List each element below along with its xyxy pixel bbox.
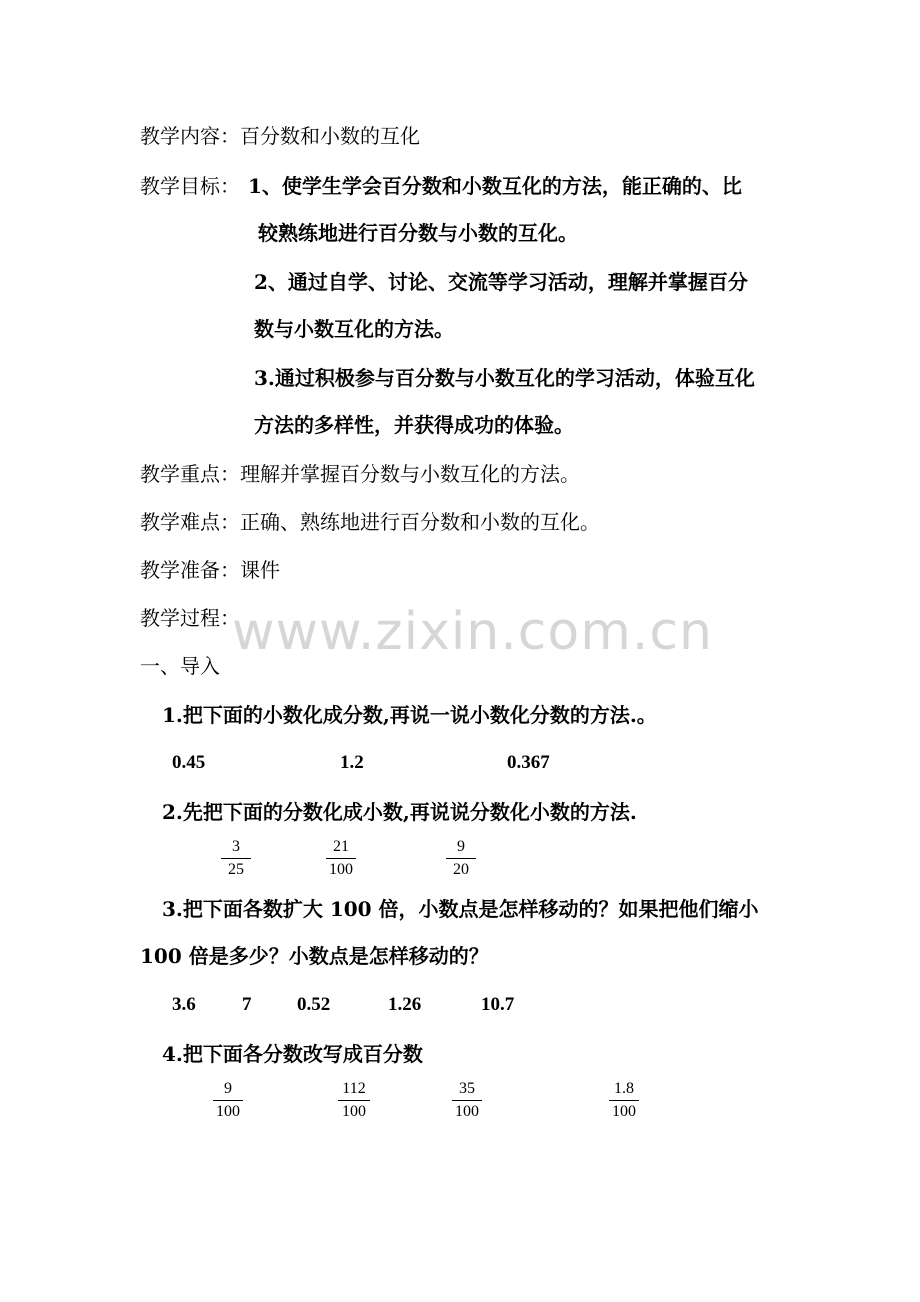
q1-value: 0.367 [507, 752, 550, 773]
denominator: 100 [216, 1103, 240, 1120]
numerator: 3 [221, 837, 251, 859]
q4-fraction [451, 1079, 483, 1122]
key-point: 教学重点：理解并掌握百分数与小数互化的方法。 [140, 462, 580, 486]
denominator: 100 [329, 861, 353, 878]
q3-value: 1.26 [388, 994, 422, 1015]
denominator: 25 [228, 861, 244, 878]
goal-3-line-2: 方法的多样性，并获得成功的体验。 [254, 413, 574, 437]
numerator: 21 [326, 837, 356, 859]
q3-value: 10.7 [481, 994, 515, 1015]
denominator: 20 [453, 861, 469, 878]
question-1: 1.把下面的小数化成分数,再说一说小数化分数的方法.。 [162, 703, 657, 727]
numerator: 9 [213, 1079, 243, 1101]
teaching-content: 教学内容：百分数和小数的互化 [140, 124, 420, 148]
q2-fraction [221, 837, 251, 880]
goal-1-line-1: 1、使学生学会百分数和小数互化的方法，能正确的、比 [248, 174, 742, 198]
numerator: 112 [338, 1079, 369, 1101]
goal-1-line-2: 较熟练地进行百分数与小数的互化。 [258, 221, 578, 245]
q1-value: 1.2 [340, 752, 364, 773]
question-3-line-1: 3.把下面各数扩大 100 倍，小数点是怎样移动的？如果把他们缩小 [162, 897, 759, 921]
question-4: 4.把下面各分数改写成百分数 [162, 1042, 423, 1066]
q4-fraction [608, 1079, 640, 1122]
question-3-line-2: 100 倍是多少？小数点是怎样移动的？ [140, 944, 489, 968]
q2-fraction [446, 837, 476, 880]
process-label: 教学过程： [140, 606, 240, 630]
teaching-goals-label: 教学目标： [140, 174, 240, 198]
q1-value: 0.45 [172, 752, 206, 773]
difficulty: 教学难点：正确、熟练地进行百分数和小数的互化。 [140, 510, 600, 534]
q4-fraction [338, 1079, 370, 1122]
denominator: 100 [455, 1103, 479, 1120]
goal-3-line-1: 3.通过积极参与百分数与小数互化的学习活动，体验互化 [254, 366, 755, 390]
question-2: 2.先把下面的分数化成小数,再说说分数化小数的方法. [162, 800, 637, 824]
denominator: 100 [342, 1103, 366, 1120]
watermark: www.zixin.com.cn [232, 602, 713, 662]
preparation: 教学准备：课件 [140, 558, 280, 582]
numerator: 35 [452, 1079, 482, 1101]
q4-fraction [212, 1079, 244, 1122]
q2-fraction [325, 837, 357, 880]
q3-value: 0.52 [297, 994, 331, 1015]
goal-2-line-2: 数与小数互化的方法。 [254, 317, 454, 341]
numerator: 9 [446, 837, 476, 859]
goal-2-line-1: 2、通过自学、讨论、交流等学习活动，理解并掌握百分 [254, 270, 748, 294]
denominator: 100 [612, 1103, 636, 1120]
numerator: 1.8 [609, 1079, 639, 1101]
q3-value: 7 [242, 994, 252, 1015]
section-title: 一、导入 [140, 654, 220, 678]
q3-value: 3.6 [172, 994, 196, 1015]
